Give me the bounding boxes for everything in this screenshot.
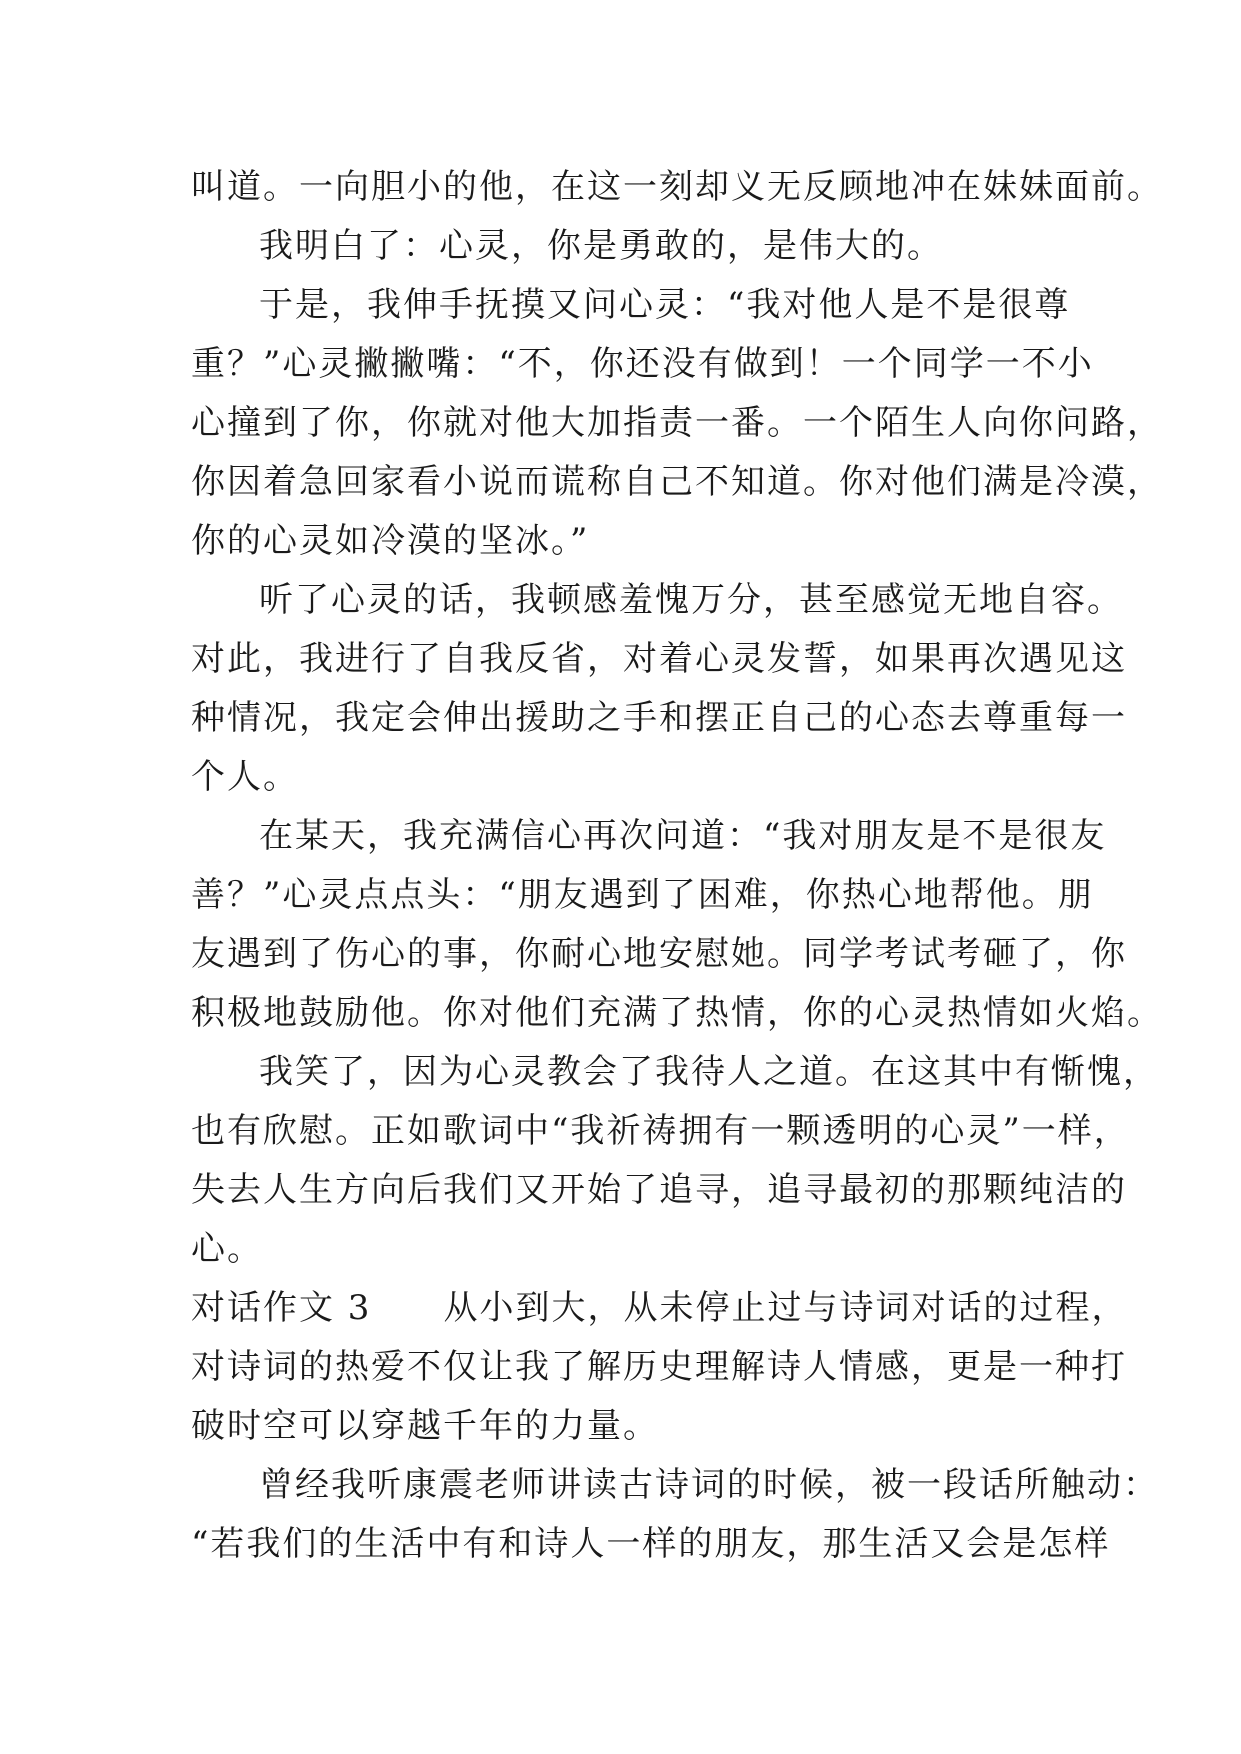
section-heading-line: 对话作文 3 从小到大，从未停止过与诗词对话的过程， <box>191 1288 1128 1328</box>
text-line: 友遇到了伤心的事，你耐心地安慰她。同学考试考砸了，你 <box>191 934 1127 974</box>
text-line: 个人。 <box>191 757 299 797</box>
text-line: 对诗词的热爱不仅让我了解历史理解诗人情感，更是一种打 <box>191 1347 1127 1387</box>
text-line: 失去人生方向后我们又开始了追寻，追寻最初的那颗纯洁的 <box>191 1170 1127 1210</box>
text-line: 我明白了：心灵，你是勇敢的，是伟大的。 <box>259 226 943 266</box>
text-line: 你的心灵如冷漠的坚冰。” <box>191 521 590 561</box>
text-line: 对此，我进行了自我反省，对着心灵发誓，如果再次遇见这 <box>191 639 1127 679</box>
text-line: 积极地鼓励他。你对他们充满了热情，你的心灵热情如火焰。 <box>191 993 1163 1033</box>
text-line: “若我们的生活中有和诗人一样的朋友，那生活又会是怎样 <box>191 1524 1111 1564</box>
essay-body <box>191 158 1163 1574</box>
text-line: 善？”心灵点点头：“朋友遇到了困难，你热心地帮他。朋 <box>191 875 1094 915</box>
text-line: 听了心灵的话，我顿感羞愧万分，甚至感觉无地自容。 <box>259 580 1123 620</box>
text-line: 也有欣慰。正如歌词中“我祈祷拥有一颗透明的心灵”一样， <box>191 1111 1130 1151</box>
text-line: 破时空可以穿越千年的力量。 <box>191 1406 659 1446</box>
text-line: 在某天，我充满信心再次问道：“我对朋友是不是很友 <box>259 816 1107 856</box>
text-line: 你因着急回家看小说而谎称自己不知道。你对他们满是冷漠， <box>191 462 1163 502</box>
text-line: 于是，我伸手抚摸又问心灵：“我对他人是不是很尊 <box>259 285 1071 325</box>
text-line: 重？”心灵撇撇嘴：“不，你还没有做到！一个同学一不小 <box>191 344 1094 384</box>
text-line: 叫道。一向胆小的他，在这一刻却义无反顾地冲在妹妹面前。 <box>191 167 1163 207</box>
text-line: 心。 <box>191 1229 263 1269</box>
text-line: 心撞到了你，你就对他大加指责一番。一个陌生人向你问路， <box>191 403 1163 443</box>
text-line: 我笑了，因为心灵教会了我待人之道。在这其中有惭愧， <box>259 1052 1159 1092</box>
text-line: 曾经我听康震老师讲读古诗词的时候，被一段话所触动： <box>259 1465 1159 1505</box>
text-line: 种情况，我定会伸出援助之手和摆正自己的心态去尊重每一 <box>191 698 1127 738</box>
